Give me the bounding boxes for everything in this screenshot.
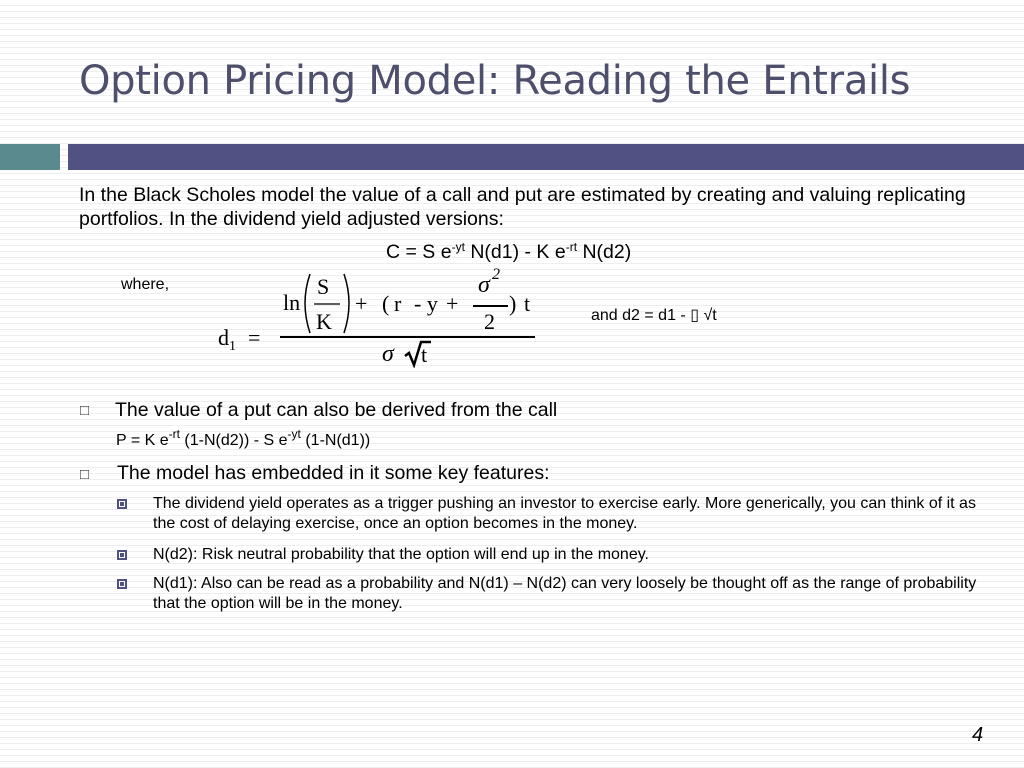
call-formula-part: N(d2) (577, 241, 632, 263)
put-formula-part: P = K e (116, 432, 169, 449)
sqrt-time-t: t (421, 342, 428, 367)
fraction-denominator-k: K (316, 309, 332, 334)
d1-equals: = (248, 325, 261, 350)
put-formula-part: (1-N(d2)) - S e (179, 432, 288, 449)
where-label: where, (121, 276, 170, 293)
call-formula-exponent: -yt (451, 240, 465, 254)
fraction-denominator-two: 2 (484, 309, 495, 334)
sub-bullet-marker (117, 579, 127, 589)
page-number: 4 (972, 724, 984, 746)
sub-bullet-marker (117, 550, 127, 560)
sub-bullet-nd1: N(d1): Also can be read as a probability and N(d1) – N(d2) can very loosely be thought off as the range of probability that the option will be in the money. (153, 575, 977, 612)
put-formula (116, 427, 371, 450)
d2-formula: and d2 = d1 - ▯ √t (591, 307, 717, 324)
sigma-symbol: σ (382, 341, 394, 367)
put-formula-part: (1-N(d1)) (300, 432, 371, 449)
d1-lhs-d: d (218, 325, 229, 350)
call-formula-part: C = S e (386, 241, 452, 263)
sigma-squared-exponent: 2 (492, 266, 500, 283)
plus-sign: + (355, 291, 368, 316)
open-paren: ( (382, 291, 390, 316)
sub-bullet-nd2: N(d2): Risk neutral probability that the option will end up in the money. (153, 546, 649, 563)
title-accent-bar (68, 144, 1024, 170)
square-root-icon (403, 338, 433, 368)
bullet-key-features: The model has embedded in it some key features: (117, 462, 550, 484)
bullet-marker: □ (80, 402, 90, 419)
time-t: t (524, 291, 531, 316)
variance-fraction-line (473, 305, 508, 307)
plus-sign: + (446, 291, 459, 316)
fraction-numerator-s: S (317, 274, 330, 299)
d1-lhs-subscript: 1 (229, 339, 236, 354)
minus-y: - y (414, 291, 438, 316)
bullet-put-derivation: The value of a put can also be derived from the call (115, 399, 558, 421)
put-formula-exponent: -yt (287, 427, 301, 441)
sigma-symbol: σ (478, 272, 490, 298)
d1-lhs (218, 325, 236, 355)
slide-title: Option Pricing Model: Reading the Entrails (79, 58, 911, 104)
bullet-marker: □ (80, 466, 90, 483)
sub-bullet-marker (117, 499, 127, 509)
sub-bullet-dividend-yield: The dividend yield operates as a trigger pushing an investor to exercise early. More generically, you can think of it as the cost of delaying exercise, once an option becomes in the money. (153, 495, 976, 532)
intro-text: In the Black Scholes model the value of a call and put are estimated by creating and valuing replicating portfolios. In the dividend yield adjusted versions: (79, 184, 966, 230)
title-accent-teal (0, 144, 60, 170)
call-formula-exponent: -rt (565, 240, 578, 254)
put-formula-exponent: -rt (168, 427, 180, 441)
close-paren: ) (509, 291, 517, 316)
rate-r: r (394, 291, 402, 316)
call-formula-part: N(d1) - K e (464, 241, 566, 263)
ln-symbol: ln (283, 290, 301, 315)
call-formula (386, 241, 631, 264)
